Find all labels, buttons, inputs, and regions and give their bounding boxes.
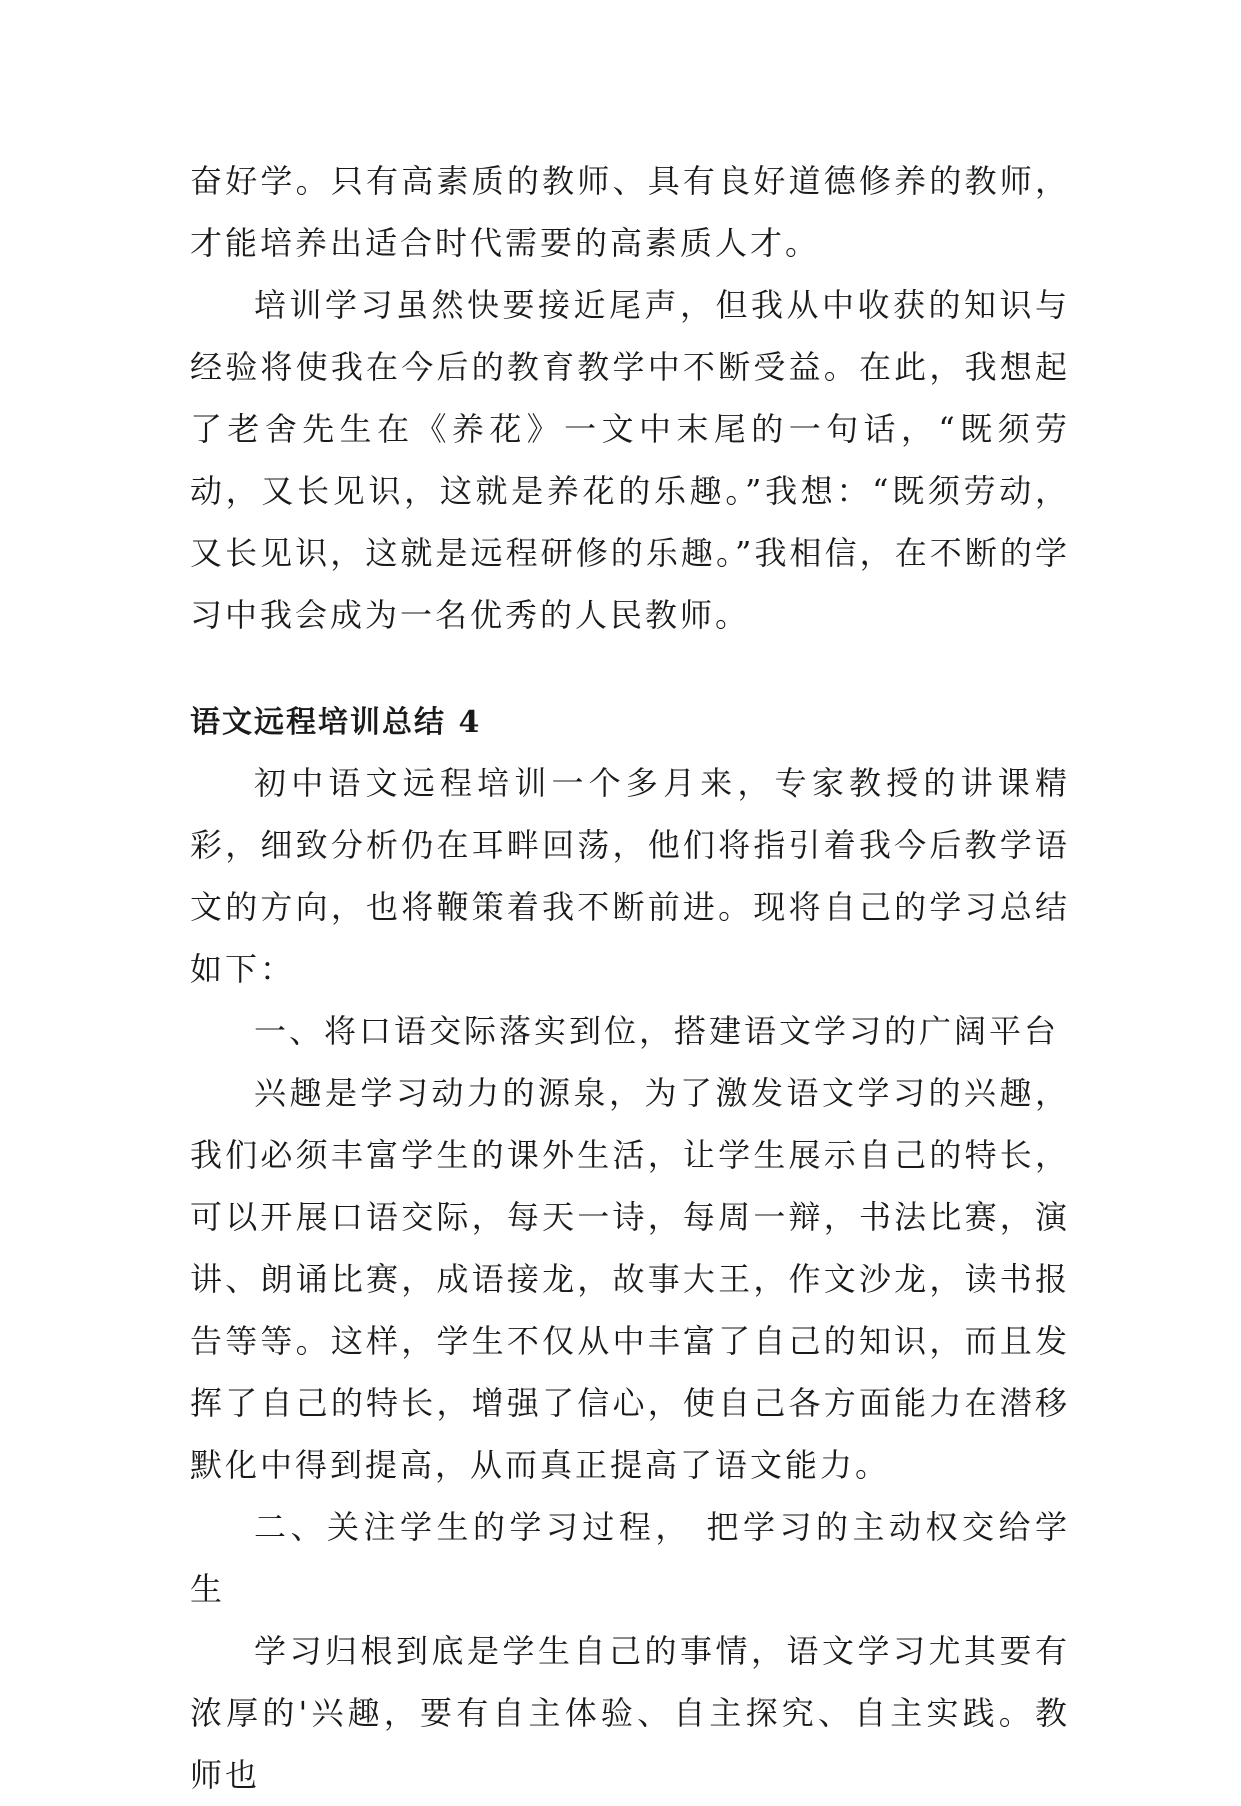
heading-point-one: 一、将口语交际落实到位，搭建语文学习的广阔平台 [254,1012,1060,1050]
paragraph-intro: 初中语文远程培训一个多月来，专家教授的讲课精彩，细致分析仍在耳畔回荡，他们将指引着我今后教学语文的方向，也将鞭策着我不断前进。现将自己的学习总结如下： [190,764,1070,988]
paragraph-continuation: 奋好学。只有高素质的教师、具有良好道德修养的教师，才能培养出适合时代需要的高素质人才。 [190,162,1070,262]
paragraph-training-reflection: 培训学习虽然快要接近尾声，但我从中收获的知识与经验将使我在今后的教育教学中不断受益。在此，我想起了老舍先生在《养花》一文中末尾的一句话，“既须劳动，又长见识，这就是养花的乐趣。”我想：“既须劳动，又长见识，这就是远程研修的乐趣。”我相信，在不断的学习中我会成为一名优秀的人民教师。 [190,286,1070,634]
document-page [190,150,1070,1806]
section-title: 语文远程培训总结 4 [190,705,482,740]
heading-point-two: 二、关注学生的学习过程， 把学习的主动权交给学生 [190,1508,1070,1608]
paragraph-point-two: 学习归根到底是学生自己的事情，语文学习尤其要有浓厚的'兴趣，要有自主体验、自主探究、自主实践。教师也 [190,1632,1070,1794]
paragraph-point-one: 兴趣是学习动力的源泉，为了激发语文学习的兴趣，我们必须丰富学生的课外生活，让学生展示自己的特长，可以开展口语交际，每天一诗，每周一辩，书法比赛，演讲、朗诵比赛，成语接龙，故事大王，作文沙龙，读书报告等等。这样，学生不仅从中丰富了自己的知识，而且发挥了自己的特长，增强了信心，使自己各方面能力在潜移默化中得到提高，从而真正提高了语文能力。 [190,1074,1070,1484]
